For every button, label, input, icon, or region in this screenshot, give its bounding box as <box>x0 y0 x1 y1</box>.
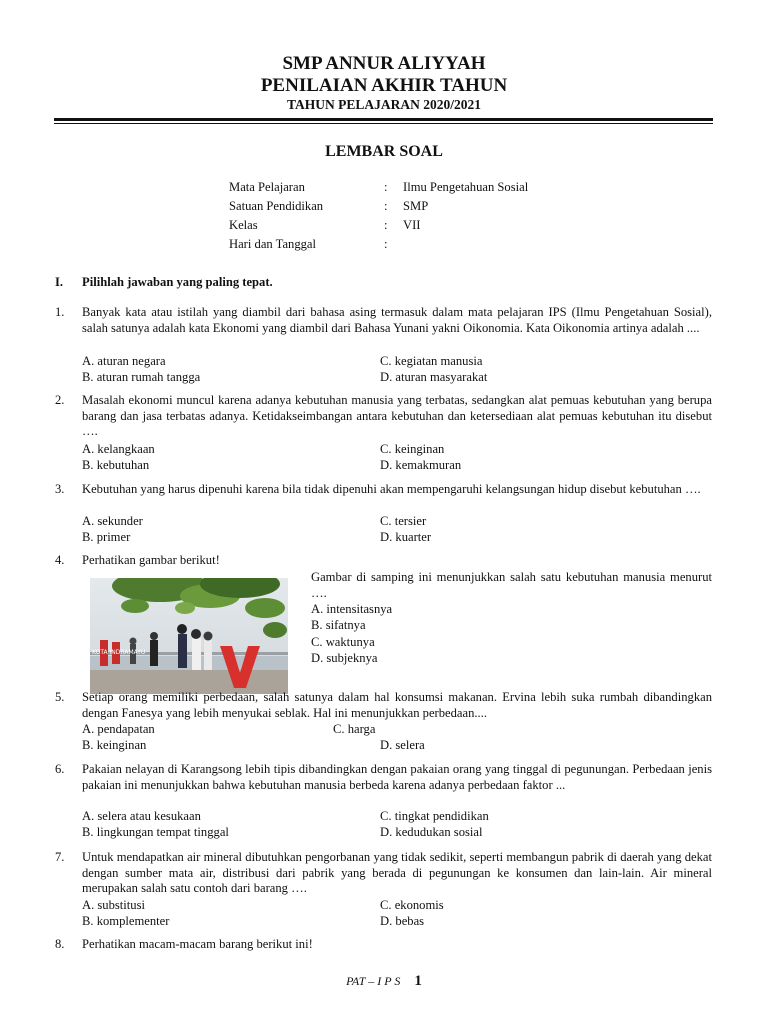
info-colon: : <box>384 218 388 232</box>
info-colon: : <box>384 199 388 213</box>
question-number: 6. <box>55 762 65 776</box>
option-d: D. kuarter <box>380 530 432 544</box>
option-b: B. komplementer <box>82 914 170 928</box>
option-c: C. kegiatan manusia <box>380 354 483 368</box>
option-a: A. selera atau kesukaan <box>82 809 201 823</box>
info-label-unit: Satuan Pendidikan <box>229 199 324 213</box>
option-b: B. primer <box>82 530 131 544</box>
option-b: B. lingkungan tempat tinggal <box>82 825 229 839</box>
footer-label: PAT – I P S <box>346 974 401 988</box>
option-a: A. pendapatan <box>82 722 155 736</box>
option-d: D. selera <box>380 738 425 752</box>
section-instruction: Pilihlah jawaban yang paling tepat. <box>82 275 273 289</box>
info-label-class: Kelas <box>229 218 258 232</box>
page-number: 1 <box>414 973 422 989</box>
info-colon: : <box>384 237 388 251</box>
option-d: D. bebas <box>380 914 425 928</box>
sheet-title: LEMBAR SOAL <box>325 143 443 160</box>
option-d: D. kemakmuran <box>380 458 462 472</box>
option-b: B. sifatnya <box>311 618 366 632</box>
question-number: 5. <box>55 690 65 704</box>
option-a: A. substitusi <box>82 898 145 912</box>
option-a: A. kelangkaan <box>82 442 155 456</box>
option-a: A. sekunder <box>82 514 143 528</box>
option-b: B. aturan rumah tangga <box>82 370 201 384</box>
option-c: C. tingkat pendidikan <box>380 809 489 823</box>
header-rule-thin <box>54 123 713 124</box>
question-number: 4. <box>55 553 65 567</box>
question-number: 1. <box>55 305 65 319</box>
section-number: I. <box>55 275 64 289</box>
option-c: C. ekonomis <box>380 898 444 912</box>
question-text: Banyak kata atau istilah yang diambil dari bahasa asing termasuk dalam mata pelajaran IPS (Ilmu Pengetahuan Sosial), salah satunya adalah kata Ekonomi yang diambil dari Bahasa Yunani yakni Oikonomia. Kata Oikonomia artinya adalah .... <box>82 305 712 335</box>
info-colon: : <box>384 180 388 194</box>
info-label-date: Hari dan Tanggal <box>229 237 317 251</box>
question-photo <box>90 578 288 694</box>
header-rule-thick <box>54 118 713 121</box>
option-b: B. kebutuhan <box>82 458 150 472</box>
option-c: C. waktunya <box>311 635 375 649</box>
option-c: C. harga <box>333 722 376 736</box>
question-text: Untuk mendapatkan air mineral dibutuhkan pengorbanan yang tidak sedikit, seperti membangun pabrik di daerah yang dekat dengan sumber mata air, distribusi dari pabrik yang berada di pegunungan ke konsumen dan lain-lain. Air mineral merupakan salah satu contoh dari barang …. <box>82 850 712 896</box>
question-text: Perhatikan gambar berikut! <box>82 553 220 567</box>
option-d: D. kedudukan sosial <box>380 825 483 839</box>
option-b: B. keinginan <box>82 738 147 752</box>
question-text: Perhatikan macam-macam barang berikut ini! <box>82 937 313 951</box>
question-side-text: Gambar di samping ini menunjukkan salah satu kebutuhan manusia menurut …. <box>311 570 712 600</box>
question-number: 3. <box>55 482 65 496</box>
page-footer <box>0 973 768 990</box>
question-number: 2. <box>55 393 65 407</box>
info-value-subject: Ilmu Pengetahuan Sosial <box>403 180 529 194</box>
option-c: C. tersier <box>380 514 427 528</box>
option-a: A. aturan negara <box>82 354 166 368</box>
info-value-unit: SMP <box>403 199 429 213</box>
academic-year: TAHUN PELAJARAN 2020/2021 <box>286 97 481 112</box>
info-label-subject: Mata Pelajaran <box>229 180 305 194</box>
photo-sign-text: KOTA INDRAMAYU <box>92 649 146 656</box>
info-value-class: VII <box>403 218 421 232</box>
question-text: Masalah ekonomi muncul karena adanya kebutuhan manusia yang terbatas, sedangkan alat pemuas kebutuhan yang berupa barang dan jasa terbatas adanya. Ketidakseimbangan antara kebutuhan dan ketersediaan alat pemuas kebutuhan itu disebut …. <box>82 393 712 439</box>
question-text: Pakaian nelayan di Karangsong lebih tipis dibandingkan dengan pakaian orang yang tinggal di pegunungan. Perbedaan jenis pakaian ini menunjukkan bahwa kebutuhan manusia berbeda karena adanya perbedaan faktor ... <box>82 762 712 792</box>
question-number: 7. <box>55 850 65 864</box>
question-number: 8. <box>55 937 65 951</box>
option-c: C. keinginan <box>380 442 445 456</box>
option-d: D. subjeknya <box>311 651 378 665</box>
question-text: Kebutuhan yang harus dipenuhi karena bila tidak dipenuhi akan mempengaruhi kelangsungan hidup disebut kebutuhan …. <box>82 482 701 496</box>
school-name: SMP ANNUR ALIYYAH <box>282 53 486 74</box>
option-d: D. aturan masyarakat <box>380 370 488 384</box>
question-text: Setiap orang memiliki perbedaan, salah satunya dalam hal konsumsi makanan. Ervina lebih suka rumbah dibandingkan dengan Fanesya yang lebih menyukai seblak. Hal ini menunjukkan perbedaan.... <box>82 690 712 720</box>
option-a: A. intensitasnya <box>311 602 393 616</box>
exam-title: PENILAIAN AKHIR TAHUN <box>260 75 508 96</box>
